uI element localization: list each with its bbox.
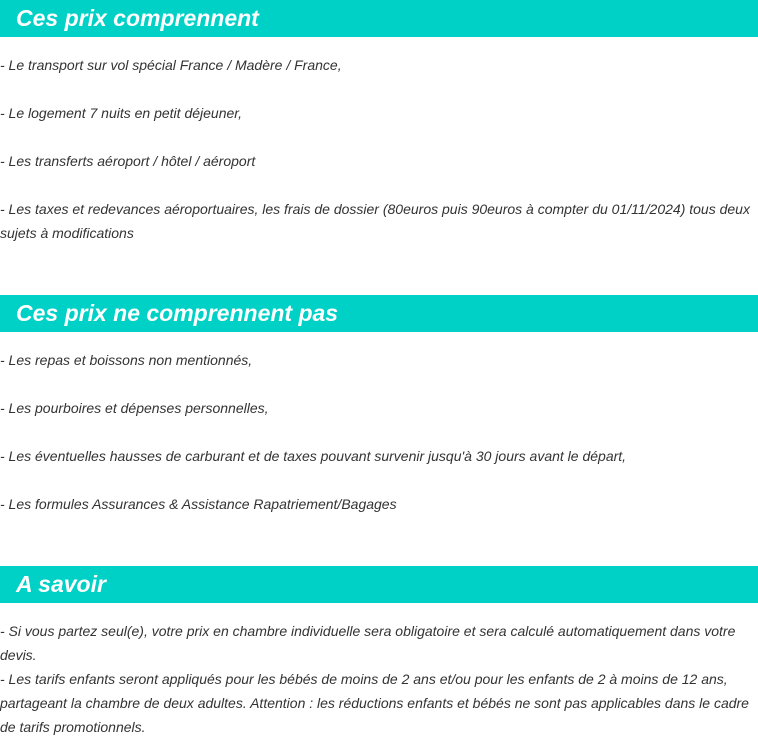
list-item: - Les éventuelles hausses de carburant et de taxes pouvant survenir jusqu'à 30 jours avant le départ, xyxy=(0,448,627,464)
list-item: - Si vous partez seul(e), votre prix en chambre individuelle sera obligatoire et sera calculé automatiquement dans votre devis. xyxy=(0,623,736,663)
list-item: - Le transport sur vol spécial France / Madère / France, xyxy=(0,57,342,73)
list-item: - Les formules Assurances & Assistance Rapatriement/Bagages xyxy=(0,496,397,512)
list-item: - Les tarifs enfants seront appliqués pour les bébés de moins de 2 ans et/ou pour les enfants de 2 à moins de 12 ans, partageant la chambre de deux adultes. Attention : les réductions enfants et bébés ne sont pas applicables dans le cadre de tarifs promotionnels. xyxy=(0,671,749,735)
list-item: - Les taxes et redevances aéroportuaires, les frais de dossier (80euros puis 90euros à compter du 01/11/2024) tous deux sujets à modifications xyxy=(0,201,750,241)
section-header-included xyxy=(0,0,758,37)
section-header-good-to-know xyxy=(0,566,758,603)
section-header-not-included xyxy=(0,295,758,332)
list-item: - Les transferts aéroport / hôtel / aéroport xyxy=(0,153,256,169)
section-title: Ces prix comprennent xyxy=(16,5,259,31)
list-item: - Les repas et boissons non mentionnés, xyxy=(0,352,253,368)
section-title: Ces prix ne comprennent pas xyxy=(16,300,339,326)
section-title: A savoir xyxy=(16,571,106,597)
list-item: - Le logement 7 nuits en petit déjeuner, xyxy=(0,105,243,121)
list-item: - Les pourboires et dépenses personnelles, xyxy=(0,400,269,416)
